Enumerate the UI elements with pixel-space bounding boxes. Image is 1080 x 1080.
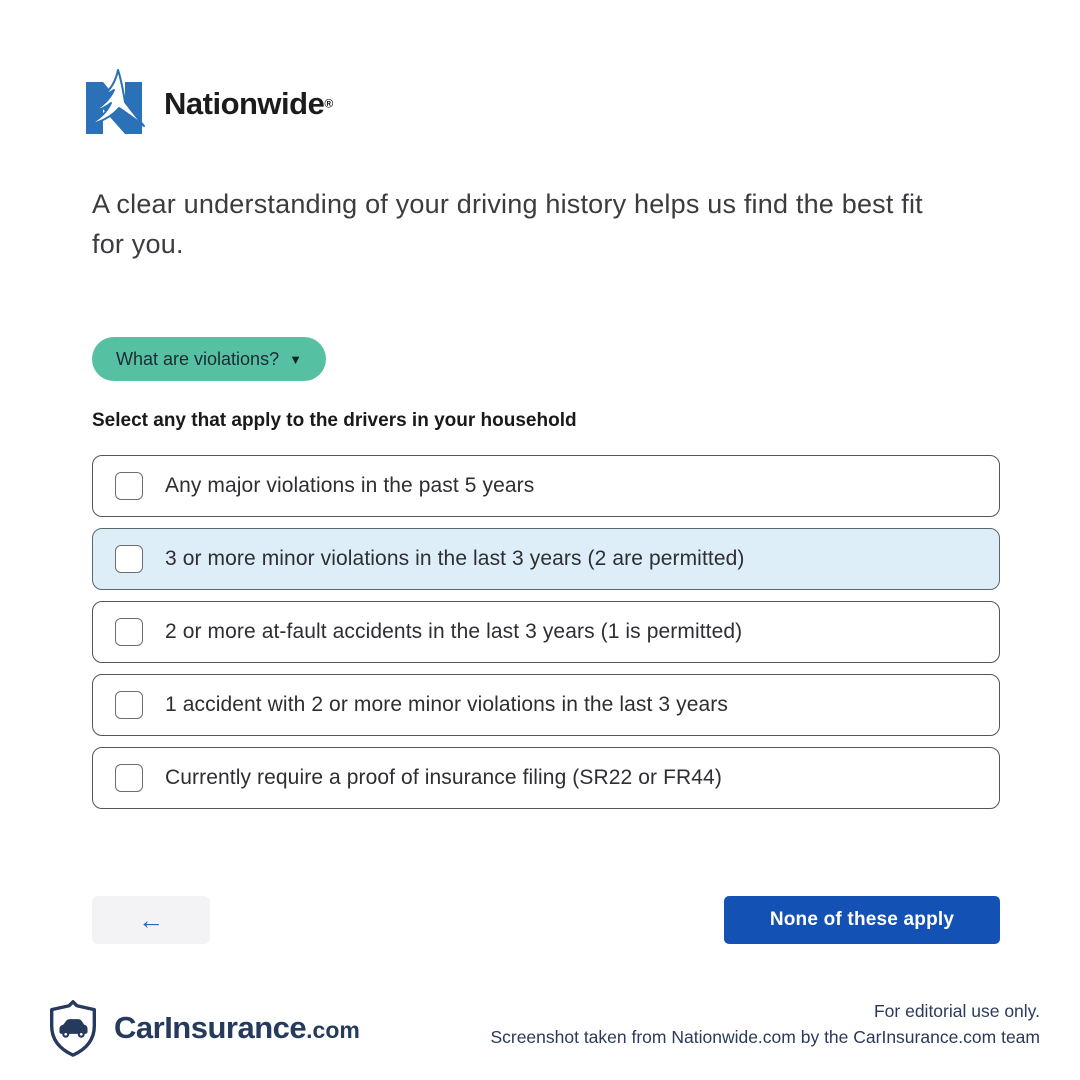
- checkbox[interactable]: [115, 618, 143, 646]
- nationwide-wordmark: [164, 86, 333, 122]
- option-label: 2 or more at-fault accidents in the last 3 years (1 is permitted): [165, 620, 743, 643]
- option-row-major-violations[interactable]: [92, 455, 1000, 517]
- what-are-violations-button[interactable]: [92, 337, 326, 381]
- back-button[interactable]: [92, 896, 210, 944]
- option-row-minor-violations[interactable]: [92, 528, 1000, 590]
- checkbox[interactable]: [115, 691, 143, 719]
- editorial-note: [490, 998, 1040, 1050]
- carinsurance-suffix: .com: [306, 1017, 360, 1043]
- checkbox[interactable]: [115, 545, 143, 573]
- brand-name: Nationwide: [164, 86, 325, 121]
- page-title: A clear understanding of your driving history helps us find the best fit for you.: [92, 189, 923, 259]
- option-label: Any major violations in the past 5 years: [165, 474, 535, 497]
- option-label: 1 accident with 2 or more minor violations in the last 3 years: [165, 693, 728, 716]
- checkbox[interactable]: [115, 472, 143, 500]
- option-row-proof-of-insurance[interactable]: [92, 747, 1000, 809]
- option-row-accident-with-violations[interactable]: [92, 674, 1000, 736]
- carinsurance-wordmark: [114, 1010, 360, 1046]
- back-arrow-icon: ←: [138, 905, 164, 935]
- car-shield-icon: [42, 997, 104, 1059]
- registered-mark: ®: [324, 96, 334, 111]
- what-are-violations-label: What are violations?: [116, 348, 280, 369]
- carinsurance-logo: [42, 997, 360, 1059]
- option-row-at-fault-accidents[interactable]: [92, 601, 1000, 663]
- nationwide-logo: [78, 68, 333, 140]
- select-instruction-label: Select any that apply to the drivers in your household: [92, 410, 577, 431]
- option-label: 3 or more minor violations in the last 3 years (2 are permitted): [165, 547, 745, 570]
- checkbox[interactable]: [115, 764, 143, 792]
- nationwide-eagle-icon: [78, 68, 150, 140]
- option-label: Currently require a proof of insurance filing (SR22 or FR44): [165, 766, 722, 789]
- violation-options-list: [92, 455, 1000, 820]
- none-of-these-apply-button[interactable]: None of these apply: [724, 896, 1000, 944]
- carinsurance-name: CarInsurance: [114, 1010, 307, 1045]
- chevron-down-icon: ▼: [289, 351, 302, 367]
- editorial-note-line1: For editorial use only.: [873, 1001, 1040, 1021]
- editorial-note-line2: Screenshot taken from Nationwide.com by the CarInsurance.com team: [490, 1027, 1040, 1047]
